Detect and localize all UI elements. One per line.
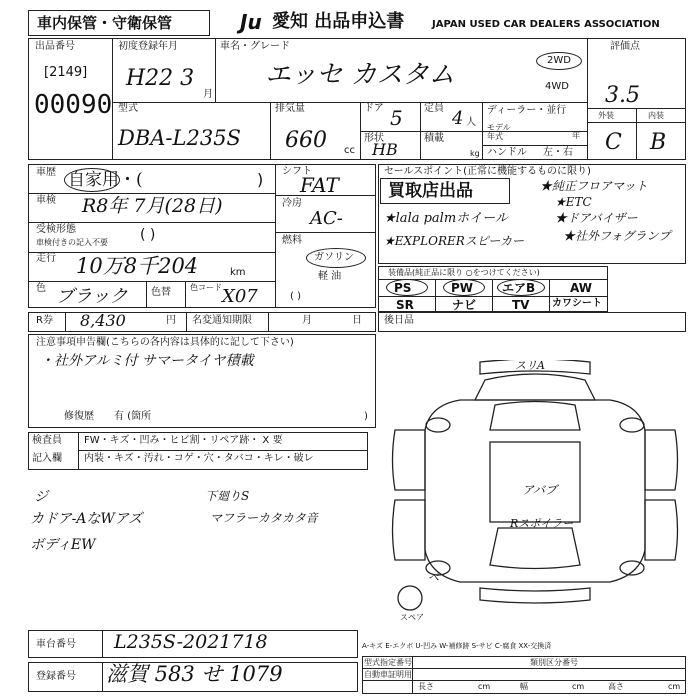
inspector-row-2: 内装・キズ・汚れ・コゲ・穴・タバコ・キレ・破レ (84, 453, 314, 464)
remarks-text: ・社外アルミ付 サマータイヤ積載 (40, 353, 254, 369)
repair-value: 有 (箇所 (114, 411, 152, 422)
association-name: JAPAN USED CAR DEALERS ASSOCIATION (432, 19, 660, 30)
grade-value: 3.5 (605, 83, 640, 108)
inspector-row-1: FW・キズ・凹み・ヒビ割・リペア跡・ X 要 (84, 435, 283, 446)
lot-sub: [2149] (44, 65, 88, 80)
spec-length: 長さ (418, 682, 434, 691)
damage-legend: A-キズ E-エクボ U-凹み W-補修跡 S-サビ C-腐食 XX-交換済 (362, 642, 552, 650)
exterior-grade: C (605, 130, 622, 155)
history-label: 車歴 (36, 167, 56, 178)
sales-item-3: ★ドアバイザー (555, 211, 638, 225)
reg-year-value: H22 3 (126, 66, 195, 91)
sales-item-4: ★社外フォグランプ (563, 229, 671, 243)
displacement-label: 排気量 (275, 103, 305, 114)
model-year-label: モデル年式 (487, 123, 511, 141)
sales-item-5: ★lala palmホイール (384, 211, 508, 226)
equip-tv: TV (512, 298, 530, 312)
remarks-label: 注意事項申告欄(こちらの各内容は具体的に記して下さい) (36, 337, 294, 348)
displacement-value: 660 (285, 128, 327, 153)
form-title: 愛知 出品申込書 (272, 11, 405, 32)
chassis-value: L235S-2021718 (114, 631, 268, 653)
load-unit: kg (470, 149, 480, 158)
receive-paren: ( ) (140, 227, 156, 243)
plate-value: 滋賀 583 せ 1079 (106, 662, 283, 686)
equip-circle-pw (443, 279, 485, 296)
reg-year-label: 初度登録年月 (118, 41, 178, 52)
displacement-unit: cc (344, 145, 355, 156)
rear-box (378, 312, 686, 332)
receive-note: 車検付きの記入不要 (36, 238, 108, 247)
type-value: DBA-L235S (118, 126, 241, 150)
note-2: カドア-AなWアズ (30, 511, 143, 527)
drive-2wd: 2WD (536, 52, 582, 70)
equip-circle-airbag (497, 279, 545, 296)
history-value: 自家用・( (68, 170, 143, 190)
model-year-unit: 年 (572, 131, 580, 140)
interior-label: 内装 (648, 111, 664, 120)
spare-tire-icon (398, 586, 422, 610)
equip-aw: AW (570, 281, 592, 295)
inspector-label-2: 記入欄 (32, 453, 62, 464)
spec-unit-3: cm (668, 682, 681, 691)
sales-item-6: ★EXPLORERスピーカー (384, 234, 525, 248)
model-label: 車名・グレード (220, 41, 290, 52)
equipment-label: 装備品(純正品に限り ○をつけてください) (388, 268, 540, 277)
handle-label: ハンドル (487, 147, 527, 158)
fuel-label: 燃料 (282, 235, 302, 246)
spec-height: 高さ (608, 682, 624, 691)
car-top-view-outline (425, 374, 645, 582)
doors-label: ドア (364, 103, 384, 114)
storage-box (28, 10, 210, 36)
notice-label: 名変通知期限 (192, 315, 252, 326)
fuel-gas: ガソリン (314, 252, 354, 263)
plate-label: 登録番号 (36, 671, 76, 682)
sales-item-1: ★純正フロアマット (540, 179, 648, 193)
spec-unit-1: cm (478, 682, 491, 691)
notice-month: 月 (302, 315, 312, 326)
repair-close: ) (364, 411, 368, 422)
shift-label: シフト (282, 166, 312, 177)
shaken-value: R8年 7月(28日) (82, 195, 223, 217)
lot-number: 00090 (34, 90, 113, 120)
history-close: ) (257, 170, 264, 189)
spec-width: 幅 (520, 682, 528, 691)
sales-point-label: セールスポイント(正常に機能するものに限り) (384, 166, 591, 177)
color-code-value: X07 (222, 286, 258, 307)
mark-hood: アバブ (522, 483, 558, 497)
spare-label: スペア (400, 613, 424, 622)
ac-value: AC- (310, 208, 343, 229)
equip-sr: SR (396, 298, 414, 312)
fuel-diesel: 軽 油 (318, 271, 342, 282)
sales-point-title: 買取店出品 (388, 181, 473, 201)
model-value: エッセ カスタム (265, 60, 455, 90)
equip-pw: PW (451, 281, 474, 295)
note-4: 下廻りS (205, 489, 250, 503)
mark-spoiler: Rスポイラー (510, 517, 574, 530)
recycle-label: R券 (36, 315, 53, 326)
note-3: ボディEW (30, 537, 96, 553)
note-5: マフラーカタカタ音 (210, 511, 318, 525)
doors-value: 5 (390, 106, 403, 130)
equip-seat: カワシート (552, 298, 602, 309)
receive-label: 受検形態 (36, 224, 76, 235)
shaken-label: 車検 (36, 195, 56, 206)
ac-label: 冷房 (282, 198, 302, 209)
equip-circle-ps (386, 279, 428, 296)
grade-label: 評価点 (610, 41, 640, 52)
notice-day: 日 (352, 315, 362, 326)
mark-side: ペ (428, 571, 439, 584)
spec-unit-2: cm (572, 682, 585, 691)
color-change-label: 色替 (151, 287, 171, 298)
equip-navi: ナビ (452, 298, 477, 312)
exterior-label: 外装 (598, 111, 614, 120)
mark-bumper: スリA (515, 359, 545, 372)
mileage-value: 10万8千204 (76, 254, 199, 278)
recycle-value: 8,430 (80, 311, 126, 330)
storage-label: 車内保管・守衛保管 (37, 14, 173, 32)
capacity-label: 定員 (424, 103, 444, 114)
spec-l3: 自動車証明用 (364, 670, 412, 679)
brand-logo: Ju (240, 10, 262, 34)
repair-label: 修復歴 (64, 411, 94, 422)
chassis-label: 車台番号 (36, 639, 76, 650)
shape-value: HB (372, 140, 398, 159)
rear-label: 後日品 (384, 315, 414, 326)
sales-item-2: ★ETC (555, 195, 592, 209)
mileage-label: 走行 (36, 253, 56, 264)
dealer-label: ディーラー・並行 (487, 105, 567, 116)
color-code-label: 色コード (190, 283, 222, 292)
handle-value: 左・右 (543, 147, 573, 158)
equip-airbag: エアB (502, 281, 536, 295)
drive-4wd: 4WD (545, 81, 569, 92)
shape-label: 形状 (364, 133, 384, 144)
capacity-unit: 人 (466, 117, 476, 128)
history-circle (64, 168, 120, 192)
lot-label: 出品番号 (35, 41, 75, 52)
mileage-unit: km (230, 267, 246, 278)
reg-year-unit: 月 (203, 89, 213, 100)
inspector-label-1: 検査員 (32, 435, 62, 446)
interior-grade: B (650, 130, 667, 155)
capacity-value: 4 (452, 108, 464, 129)
note-1: ジ (34, 489, 48, 505)
type-label: 型式 (118, 103, 138, 114)
spec-l2: 類別区分番号 (530, 658, 578, 667)
color-value: ブラック (56, 286, 128, 307)
spec-l1: 型式指定番号 (364, 658, 412, 667)
load-label: 積載 (424, 133, 444, 144)
equip-ps: PS (394, 281, 412, 295)
fuel-paren: ( ) (290, 291, 301, 302)
shift-value: FAT (300, 173, 339, 197)
recycle-unit: 円 (166, 315, 176, 326)
color-label: 色 (36, 283, 46, 294)
